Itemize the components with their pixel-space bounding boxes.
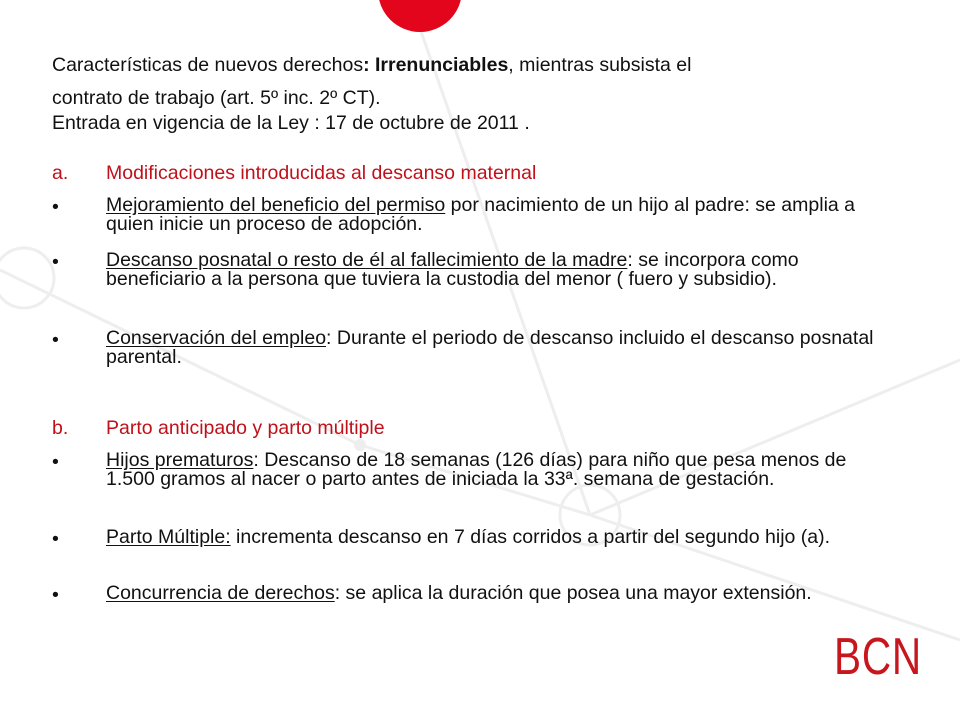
list-item — [106, 584, 896, 603]
bcn-logo: BCN — [834, 628, 922, 686]
section-b-title: Parto anticipado y parto múltiple — [106, 417, 385, 439]
list-item — [106, 196, 896, 234]
bullet: • — [52, 251, 59, 273]
underlined-term: Concurrencia de derechos — [106, 582, 335, 604]
network-node-left — [0, 248, 54, 308]
item-description: : Durante el periodo de descanso incluido el descanso posnatal parental. — [106, 327, 874, 368]
bullet: • — [52, 196, 59, 218]
bullet: • — [52, 451, 59, 473]
intro-line1-pre: Características de nuevos derechos — [52, 54, 364, 76]
section-a-title: Modificaciones introducidas al descanso maternal — [106, 162, 537, 184]
bullet: • — [52, 528, 59, 550]
red-circle-decoration — [378, 0, 462, 32]
intro-line1-post: , mientras subsista el — [508, 54, 692, 76]
intro-line-3: Entrada en vigencia de la Ley : 17 de octubre de 2011 . — [52, 112, 530, 134]
list-item — [106, 329, 896, 367]
bullet: • — [52, 584, 59, 606]
list-item — [106, 251, 896, 289]
intro-line-1 — [52, 54, 691, 77]
item-description: por nacimiento de un hijo al padre: se amplia a quien inicie un proceso de adopción. — [106, 194, 856, 235]
bullet: • — [52, 329, 59, 351]
list-item — [106, 451, 896, 489]
underlined-term: Mejoramiento del beneficio del permiso — [106, 194, 446, 216]
underlined-term: Parto Múltiple: — [106, 526, 231, 548]
section-a-marker: a. — [52, 162, 69, 184]
intro-line1-bold: : Irrenunciables — [363, 54, 509, 76]
item-description: : se aplica la duración que posea una mayor extensión. — [334, 582, 812, 604]
item-description: : se incorpora como beneficiario a la persona que tuviera la custodia del menor ( fuero y subsidio). — [106, 249, 799, 290]
item-description: : Descanso de 18 semanas (126 días) para niño que pesa menos de 1.500 gramos al nacer o parto antes de iniciada la 33ª. semana de gestación. — [106, 449, 847, 490]
section-b-marker: b. — [52, 417, 69, 439]
underlined-term: Conservación del empleo — [106, 327, 327, 349]
item-description: incrementa descanso en 7 días corridos a partir del segundo hijo (a). — [230, 526, 831, 548]
list-item — [106, 528, 896, 547]
intro-line-2: contrato de trabajo (art. 5º inc. 2º CT). — [52, 87, 381, 109]
underlined-term: Hijos prematuros — [106, 449, 254, 471]
underlined-term: Descanso posnatal o resto de él al fallecimiento de la madre — [106, 249, 628, 271]
